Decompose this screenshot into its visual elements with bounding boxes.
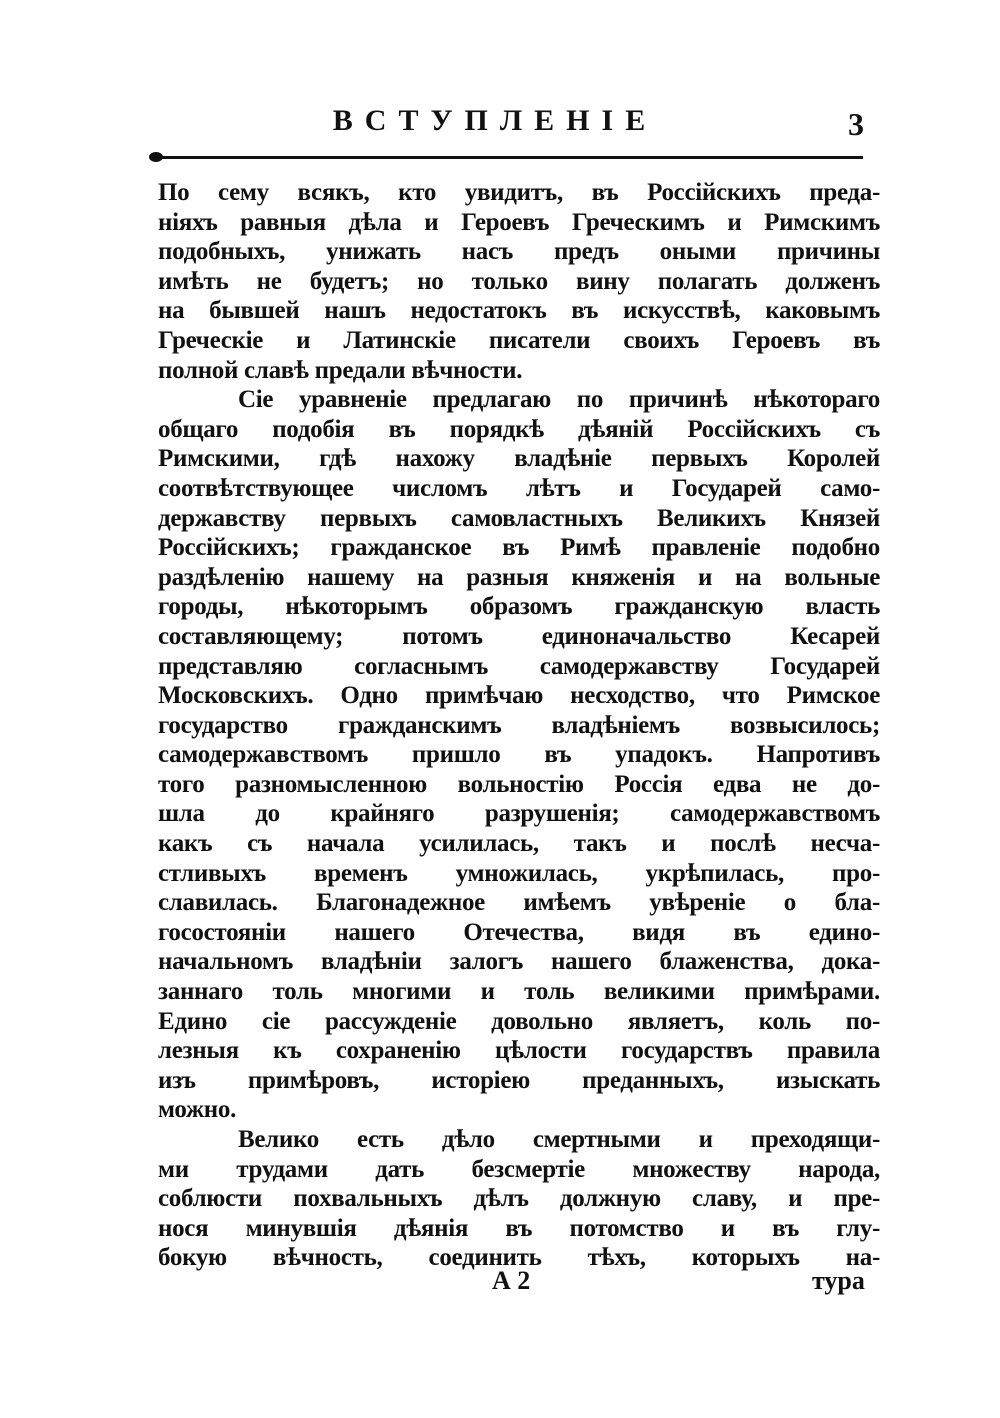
text-line: имѣть не будетъ; но только вину полагать долженъ: [158, 267, 880, 295]
text-line: Россiйскихъ; гражданское въ Римѣ правленiе подобно: [158, 534, 880, 562]
text-line: изъ примѣровъ, исторiею преданныхъ, изыскать: [158, 1066, 880, 1094]
text-line: составляющему; потомъ единоначальство Кесарей: [158, 622, 880, 650]
text-line: соотвѣтствующее числомъ лѣтъ и Государей само-: [158, 474, 880, 502]
header-rule: [153, 156, 863, 159]
text-line: Едино сiе рассужденiе довольно являетъ, коль по-: [158, 1007, 880, 1035]
catchword: тура: [812, 1266, 865, 1295]
text-line: ми трудами дать безсмертiе множеству народа,: [158, 1155, 880, 1183]
text-line: стливыхъ временъ умножилась, укрѣпилась, про-: [158, 859, 880, 887]
text-line: общаго подобiя въ порядкѣ дѣянiй Россiйскихъ съ: [158, 415, 880, 443]
text-line: лезныя къ сохраненiю цѣлости государствъ правила: [158, 1037, 880, 1065]
text-line: раздѣленiю нашему на разныя княженiя и на вольные: [158, 563, 880, 591]
text-line: нiяхъ равныя дѣла и Героевъ Греческимъ и Римскимъ: [158, 208, 880, 236]
text-line: Римскими, гдѣ нахожу владѣнiе первыхъ Королей: [158, 445, 880, 473]
text-line: подобныхъ, унижать насъ предъ оными причины: [158, 238, 880, 266]
text-line: Московскихъ. Одно примѣчаю несходство, что Римское: [158, 682, 880, 710]
text-line: соблюсти похвальныхъ дѣлъ должную славу, и пре-: [158, 1185, 880, 1213]
page-number: 3: [848, 106, 864, 142]
text-line: городы, нѣкоторымъ образомъ гражданскую власть: [158, 593, 880, 621]
text-line: полной славѣ предали вѣчности.: [158, 356, 523, 384]
text-line: госостоянiи нашего Отечества, видя въ едино-: [158, 918, 880, 946]
text-line: державству первыхъ самовластныхъ Великихъ Князей: [158, 504, 880, 532]
running-head-title: ВСТУПЛЕНIЕ: [332, 104, 658, 137]
text-line: какъ съ начала усилилась, такъ и послѣ несча-: [158, 830, 880, 858]
body-text: [158, 178, 880, 1273]
text-line: представляю согласнымъ самодержавству Государей: [158, 652, 880, 680]
text-line: Греческiе и Латинскiе писатели своихъ Героевъ въ: [158, 326, 880, 354]
text-line: можно.: [158, 1096, 237, 1124]
text-line: того разномысленною вольностiю Россiя едва не до-: [158, 770, 880, 798]
text-line: славилась. Благонадежное имѣемъ увѣренiе о бла-: [158, 889, 880, 917]
text-line: государство гражданскимъ владѣнiемъ возвысилось;: [158, 711, 880, 739]
text-line: нося минувшiя дѣянiя въ потомство и въ глу-: [158, 1214, 880, 1242]
text-line: заннаго толь многими и толь великими примѣрами.: [158, 978, 880, 1006]
text-line: самодержавствомъ пришло въ упадокъ. Напротивъ: [158, 741, 880, 769]
text-line: Велико есть дѣло смертными и преходящи-: [238, 1126, 880, 1153]
signature-mark: А 2: [492, 1266, 531, 1295]
text-line: По сему всякъ, кто увидитъ, въ Россiйскихъ преда-: [158, 179, 880, 206]
text-line: шла до крайняго разрушенiя; самодержавствомъ: [158, 800, 880, 828]
text-line: начальномъ владѣнiи залогъ нашего блаженства, дока-: [158, 948, 880, 976]
text-line: бокую вѣчность, соединить тѣхъ, которыхъ на-: [158, 1244, 880, 1272]
text-line: Сiе уравненiе предлагаю по причинѣ нѣкотораго: [238, 386, 880, 414]
text-line: на бывшей нашъ недостатокъ въ искусствѣ, каковымъ: [158, 297, 880, 325]
